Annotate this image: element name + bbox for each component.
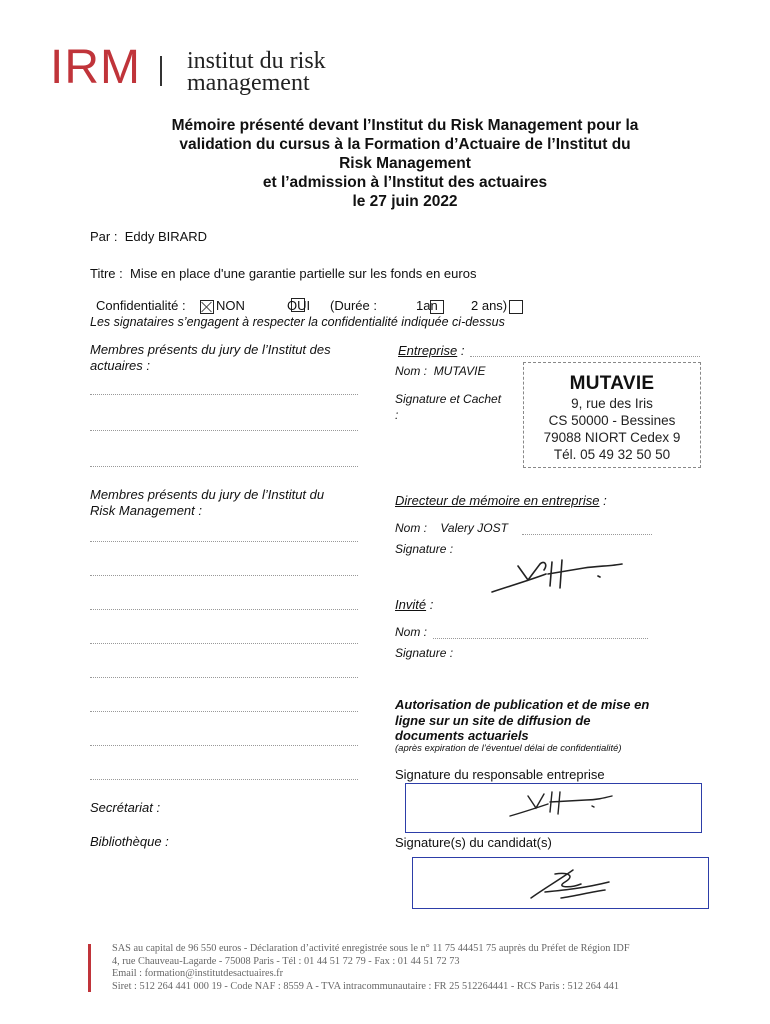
- stamp-address-line1: 9, rue des Iris: [571, 396, 653, 411]
- author-label: Par :: [90, 229, 118, 244]
- autorisation-heading: [395, 697, 649, 744]
- signature-line[interactable]: [90, 677, 358, 678]
- invite-nom-label: Nom :: [395, 625, 428, 639]
- thesis-title-value: Mise en place d'une garantie partielle sur les fonds en euros: [129, 266, 477, 281]
- entreprise-heading-colon: :: [460, 343, 465, 358]
- title-line4: et l’admission à l’Institut des actuaires: [262, 174, 548, 191]
- autorisation-note: (après expiration de l’éventuel délai de confidentialité): [395, 743, 622, 754]
- entreprise-nom-row: [395, 364, 485, 378]
- signature-line[interactable]: [90, 430, 358, 431]
- sig-candidat-box[interactable]: [412, 857, 709, 909]
- entreprise-nom-label: Nom :: [395, 364, 428, 378]
- logo-divider: [160, 56, 162, 86]
- document-title: [140, 116, 670, 211]
- entreprise-line: [470, 356, 700, 357]
- secretariat-label: Secrétariat :: [90, 800, 161, 815]
- author-name: Eddy BIRARD: [124, 229, 208, 244]
- title-line2: validation du cursus à la Formation d’Actuaire de l’Institut du: [179, 136, 631, 153]
- signature-line[interactable]: [90, 643, 358, 644]
- thesis-title-row: [90, 266, 476, 281]
- signature-line[interactable]: [90, 394, 358, 395]
- invite-heading-colon: :: [429, 597, 434, 612]
- sig-responsable-label: Signature du responsable entreprise: [395, 767, 605, 782]
- footer-accent-bar: [88, 944, 91, 992]
- logo-line2: management: [187, 70, 310, 96]
- title-line3: Risk Management: [339, 155, 471, 172]
- company-stamp: [523, 362, 701, 468]
- signature-line[interactable]: [90, 609, 358, 610]
- footer-line2: 4, rue Chauveau-Lagarde - 75008 Paris - Tél : 01 44 51 72 79 - Fax : 01 44 51 72 73: [112, 955, 460, 967]
- directeur-nom-row: [395, 521, 508, 535]
- duree-2ans-label: 2 ans): [471, 298, 508, 313]
- directeur-signature-icon: [488, 550, 628, 602]
- invite-heading-text: Invité: [395, 597, 427, 612]
- confidentiality-note: Les signataires s’engagent à respecter la confidentialité indiquée ci-dessus: [90, 315, 505, 329]
- signature-line[interactable]: [90, 541, 358, 542]
- entreprise-nom-value: MUTAVIE: [433, 364, 486, 378]
- candidat-signature-icon: [525, 864, 615, 904]
- footer-line1: SAS au capital de 96 550 euros - Déclaration d’activité enregistrée sous le n° 11 75 44451 75 auprès du Préfet de Région IDF: [112, 943, 630, 954]
- oui-label: OUI: [287, 298, 311, 313]
- jury-actuaires-heading: [90, 342, 331, 374]
- directeur-heading-text: Directeur de mémoire en entreprise: [395, 493, 600, 508]
- directeur-heading: [395, 493, 607, 508]
- signature-line[interactable]: [90, 711, 358, 712]
- invite-nom-line[interactable]: [433, 638, 648, 639]
- non-checkbox[interactable]: [200, 300, 214, 314]
- non-label: NON: [216, 298, 245, 313]
- irm-logo: IRM: [50, 41, 141, 94]
- entreprise-sig-label-text: Signature et Cachet: [395, 392, 502, 406]
- logo-line1: institut du risk: [187, 48, 326, 74]
- footer: [112, 943, 630, 993]
- entreprise-heading-text: Entreprise: [398, 343, 458, 358]
- sig-candidat-label: Signature(s) du candidat(s): [395, 835, 552, 850]
- signature-line[interactable]: [90, 575, 358, 576]
- logo-text: [187, 50, 326, 94]
- jury-actuaires-line2: actuaires :: [90, 358, 150, 373]
- signature-line[interactable]: [90, 466, 358, 467]
- entreprise-heading: [398, 343, 465, 358]
- jury-actuaires-line1: Membres présents du jury de l’Institut des: [90, 342, 331, 357]
- autorisation-line1: Autorisation de publication et de mise en: [395, 697, 650, 712]
- entreprise-sig-label-colon: :: [395, 408, 399, 422]
- directeur-nom-value: Valery JOST: [440, 521, 508, 535]
- title-line1: Mémoire présenté devant l’Institut du Risk Management pour la: [171, 117, 639, 134]
- stamp-company-name: MUTAVIE: [569, 373, 655, 394]
- autorisation-line3: documents actuariels: [395, 728, 529, 743]
- jury-irm-heading: [90, 487, 324, 519]
- stamp-address-line3: 79088 NIORT Cedex 9: [543, 430, 681, 445]
- signature-line[interactable]: [90, 745, 358, 746]
- responsable-signature-icon: [506, 788, 616, 824]
- invite-signature-label: Signature :: [395, 646, 454, 660]
- duree-1an-label: 1an: [416, 298, 438, 313]
- jury-irm-line2: Risk Management :: [90, 503, 202, 518]
- autorisation-line2: ligne sur un site de diffusion de: [395, 712, 591, 728]
- footer-line4: Siret : 512 264 441 000 19 - Code NAF : 8559 A - TVA intracommunautaire : FR 25 512264441 - RCS Paris : 512 264 441: [112, 980, 620, 992]
- duree-label: (Durée :: [330, 298, 377, 313]
- stamp-address-line2: CS 50000 - Bessines: [548, 413, 676, 428]
- title-line5: le 27 juin 2022: [352, 193, 458, 210]
- invite-heading: [395, 597, 433, 612]
- author-row: [90, 229, 207, 244]
- directeur-nom-label: Nom :: [395, 521, 428, 535]
- jury-irm-line1: Membres présents du jury de l’Institut du: [90, 487, 325, 502]
- entreprise-signature-label: [395, 391, 501, 423]
- stamp-phone: Tél. 05 49 32 50 50: [553, 447, 671, 462]
- directeur-signature-label: Signature :: [395, 542, 454, 556]
- footer-email[interactable]: Email : formation@institutdesactuaires.fr: [112, 968, 284, 980]
- directeur-nom-line: [522, 534, 652, 535]
- thesis-title-label: Titre :: [90, 266, 123, 281]
- signature-line[interactable]: [90, 779, 358, 780]
- directeur-heading-colon: :: [603, 493, 607, 508]
- bibliotheque-label: Bibliothèque :: [90, 834, 169, 849]
- confidentiality-label: Confidentialité :: [96, 298, 186, 313]
- duree-2ans-checkbox[interactable]: [509, 300, 523, 314]
- sig-responsable-box[interactable]: [405, 783, 702, 833]
